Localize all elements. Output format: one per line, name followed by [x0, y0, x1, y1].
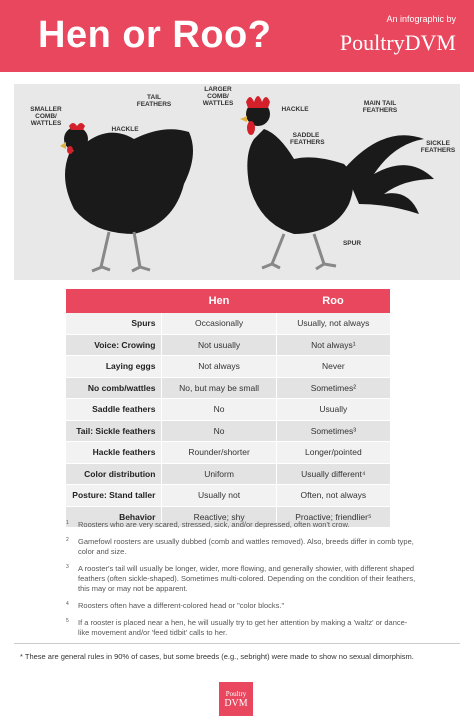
divider	[14, 643, 460, 644]
logo-line2: DVM	[224, 698, 248, 709]
roo-main-tail-label: MAIN TAIL FEATHERS	[362, 100, 398, 114]
trait-cell: Behavior	[119, 511, 156, 522]
table-row	[66, 313, 390, 335]
hen-hackle-label: HACKLE	[111, 126, 139, 133]
table-row	[66, 421, 390, 443]
footnote-text: A rooster's tail will usually be longer, wider, more flowing, and generally showier, with different shaped feathers (often sickle-shaped). Sometimes multi-colored. Depending on the condition of their feathers, this may or may not be apparent.	[78, 564, 416, 593]
hen-cell: No	[161, 421, 275, 442]
hen-figure	[60, 123, 193, 271]
roo-sickle-label: SICKLE FEATHERS	[420, 140, 456, 154]
hen-cell: Not always	[161, 356, 275, 377]
roo-cell: Usually	[276, 399, 390, 420]
trait-cell: Posture: Stand taller	[72, 490, 156, 500]
roo-cell: Usually, not always	[276, 313, 390, 334]
logo-line1: Poultry	[225, 690, 247, 698]
table-row	[66, 378, 390, 400]
trait-cell: Tail: Sickle feathers	[76, 425, 156, 436]
roo-cell: Often, not always	[276, 485, 390, 506]
footnote-number: 4	[66, 601, 69, 607]
disclaimer: * These are general rules in 90% of cases, but some breeds (e.g., sebright) were made to show no sexual dimorphism.	[20, 652, 414, 661]
table-body	[66, 313, 390, 528]
roo-cell: Usually different⁴	[276, 464, 390, 485]
roo-comb-label: LARGER COMB/ WATTLES	[202, 86, 234, 107]
footnote	[66, 564, 416, 594]
header-hen: Hen	[208, 295, 230, 307]
header-roo: Roo	[322, 295, 344, 307]
footnote-number: 3	[66, 564, 69, 570]
hen-cell: No	[161, 399, 275, 420]
roo-hackle-label: HACKLE	[281, 106, 309, 113]
hen-cell: Occasionally	[161, 313, 275, 334]
hen-cell: Uniform	[161, 464, 275, 485]
hen-cell: No, but may be small	[161, 378, 275, 399]
header-blank	[66, 289, 162, 313]
illustration-panel	[14, 84, 460, 280]
roo-cell: Sometimes²	[276, 378, 390, 399]
table-row	[66, 464, 390, 486]
roo-spur-label: SPUR	[342, 240, 362, 247]
brand-name: PoultryDVM	[339, 30, 456, 55]
trait-cell: Hackle feathers	[92, 447, 156, 457]
page-title: Hen or Roo?	[38, 14, 272, 56]
rooster-figure	[240, 96, 434, 269]
table-row	[66, 442, 390, 464]
header-subtitle: An infographic by	[386, 14, 456, 24]
table-header	[66, 289, 390, 313]
hen-comb-label: SMALLER COMB/ WATTLES	[30, 106, 62, 127]
footnote-text: Roosters who are very scared, stressed, sick, and/or depressed, often won't crow.	[78, 520, 350, 529]
footnote-number: 1	[66, 520, 69, 526]
roo-cell: Proactive; friendlier⁵	[276, 507, 390, 528]
roo-cell: Sometimes³	[276, 421, 390, 442]
table-row	[66, 356, 390, 378]
trait-cell: Voice: Crowing	[94, 339, 156, 350]
footnote-text: Roosters often have a different-colored head or "color blocks."	[78, 601, 285, 610]
footnote-number: 2	[66, 537, 69, 543]
footnote-text: Gamefowl roosters are usually dubbed (comb and wattles removed). Also, breeds differ in comb type, color and size.	[78, 537, 414, 556]
hen-cell: Reactive; shy	[161, 507, 275, 528]
trait-cell: Laying eggs	[105, 361, 156, 371]
footnote	[66, 601, 416, 611]
roo-cell: Longer/pointed	[276, 442, 390, 463]
roo-cell: Never	[276, 356, 390, 377]
footnote	[66, 537, 416, 557]
hen-cell: Not usually	[161, 335, 275, 356]
footnote-number: 5	[66, 618, 69, 624]
trait-cell: Saddle feathers	[92, 404, 156, 414]
trait-cell: No comb/wattles	[87, 382, 156, 393]
comparison-table	[66, 289, 390, 528]
footer-logo	[219, 682, 253, 716]
footnote	[66, 520, 416, 530]
table-row	[66, 335, 390, 357]
header-banner	[0, 0, 474, 72]
footnote	[66, 618, 416, 638]
hen-cell: Usually not	[161, 485, 275, 506]
roo-saddle-label: SADDLE FEATHERS	[290, 132, 325, 146]
table-row	[66, 399, 390, 421]
footnote-text: If a rooster is placed near a hen, he will usually try to get her attention by making a 'waltz' or dance-like movement and/or 'feed tidbit' calls to her.	[78, 618, 408, 637]
trait-cell: Color distribution	[84, 468, 156, 479]
table-row	[66, 485, 390, 507]
footnotes	[66, 520, 416, 645]
trait-cell: Spurs	[131, 318, 156, 328]
hen-cell: Rounder/shorter	[161, 442, 275, 463]
roo-cell: Not always¹	[276, 335, 390, 356]
hen-tail-label: TAIL FEATHERS	[136, 94, 172, 108]
